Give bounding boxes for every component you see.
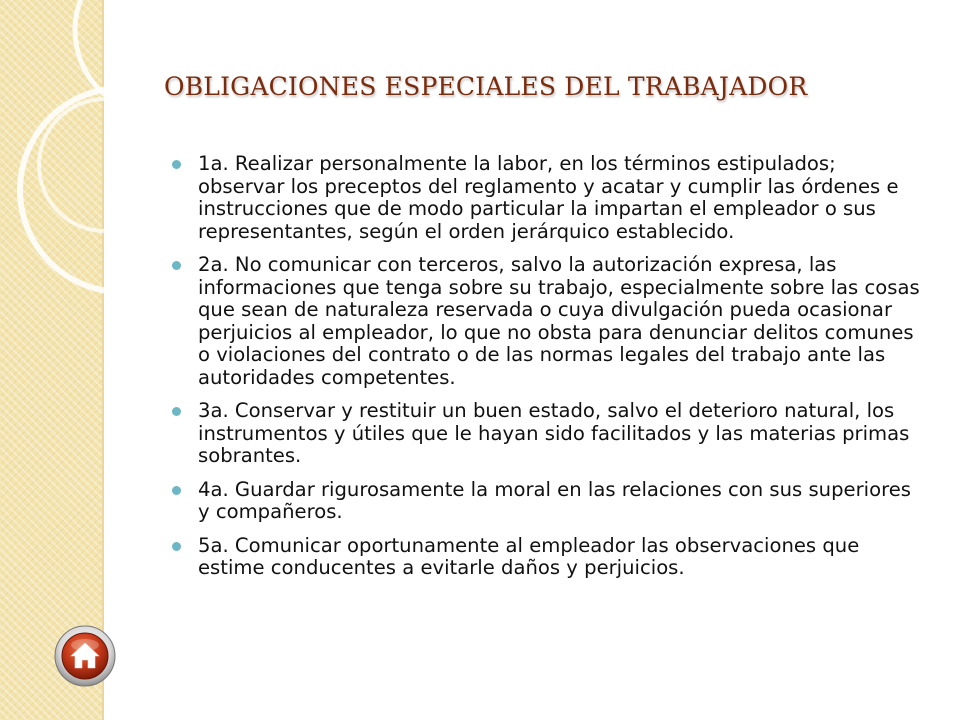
- bullet-dot-icon: [172, 542, 181, 551]
- list-item-text: 5a. Comunicar oportunamente al empleador las observaciones que estime conducentes a evitarle daños y perjuicios.: [198, 533, 860, 579]
- list-item-text: 2a. No comunicar con terceros, salvo la autorización expresa, las informaciones que tenga sobre su trabajo, especialmente sobre las cosas que sean de naturaleza reservada o cuya divulgación pueda ocasionar perjuicios al empleador, lo que no obsta para denunciar delitos comunes o violaciones del contrato o de las normas legales del trabajo ante las autoridades competentes.: [198, 253, 920, 389]
- list-item: [172, 400, 928, 468]
- home-icon: [54, 625, 116, 687]
- bullet-dot-icon: [172, 261, 181, 270]
- slide-title: OBLIGACIONES ESPECIALES DEL TRABAJADOR: [164, 72, 808, 101]
- list-item-text: 3a. Conservar y restituir un buen estado, salvo el deterioro natural, los instrumentos y útiles que le hayan sido facilitados y las materias primas sobrantes.: [198, 399, 910, 467]
- bullet-dot-icon: [172, 486, 181, 495]
- list-item: [172, 254, 928, 389]
- bullet-dot-icon: [172, 407, 181, 416]
- home-button[interactable]: [54, 625, 116, 687]
- bullet-list: [172, 153, 928, 591]
- bullet-dot-icon: [172, 160, 181, 169]
- list-item: [172, 153, 928, 243]
- list-item: [172, 535, 928, 580]
- decorative-rings: [0, 0, 180, 720]
- list-item-text: 1a. Realizar personalmente la labor, en los términos estipulados; observar los preceptos del reglamento y acatar y cumplir las órdenes e instrucciones que de modo particular la impartan el empleador o sus representantes, según el orden jerárquico establecido.: [198, 152, 899, 243]
- list-item-text: 4a. Guardar rigurosamente la moral en las relaciones con sus superiores y compañeros.: [198, 477, 911, 523]
- list-item: [172, 479, 928, 524]
